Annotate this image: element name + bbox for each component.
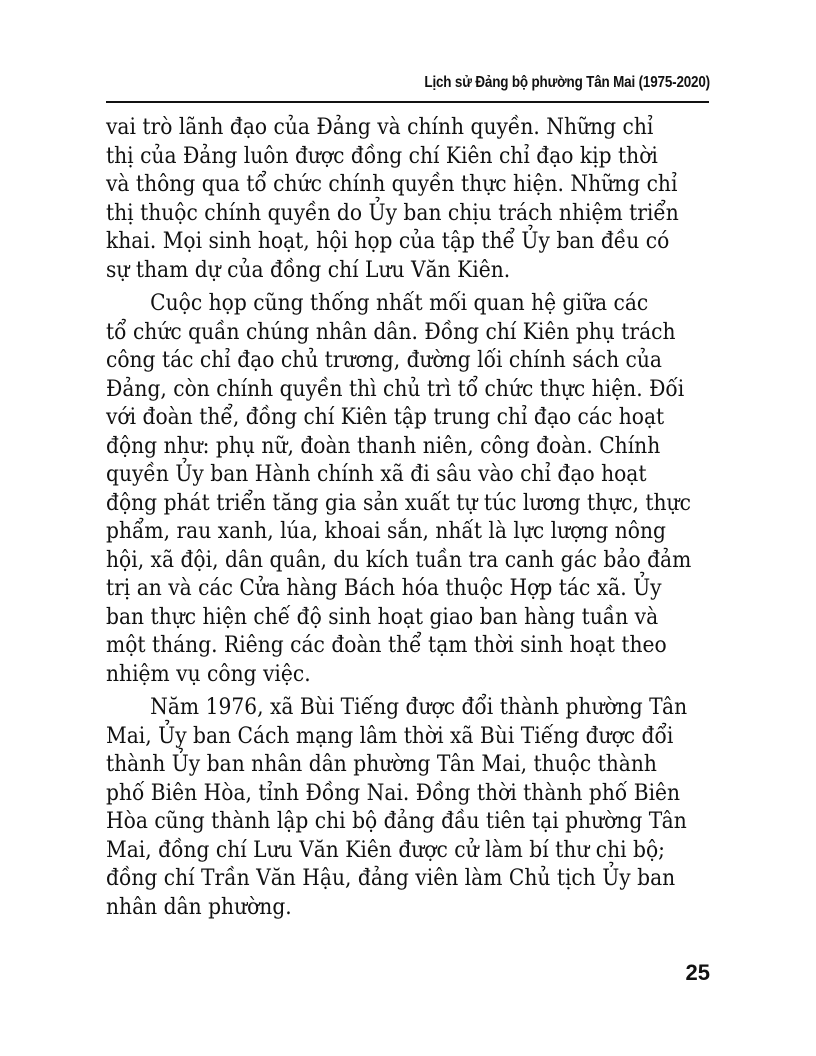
text-line: thị thuộc chính quyền do Ủy ban chịu trách nhiệm triển xyxy=(106,200,679,226)
paragraph-1 xyxy=(106,114,710,285)
text-line: thành Ủy ban nhân dân phường Tân Mai, thuộc thành xyxy=(106,752,657,777)
text-line: một tháng. Riêng các đoàn thể tạm thời sinh hoạt theo xyxy=(106,633,667,658)
text-line: phố Biên Hòa, tỉnh Đồng Nai. Đồng thời thành phố Biên xyxy=(106,780,681,806)
text-line: khai. Mọi sinh hoạt, hội họp của tập thể Ủy ban đều có xyxy=(106,229,670,254)
header-rule xyxy=(106,101,709,103)
text-line: Hòa cũng thành lập chi bộ đảng đầu tiên tại phường Tân xyxy=(106,809,687,834)
paragraph-3 xyxy=(106,694,710,922)
text-line: quyền Ủy ban Hành chính xã đi sâu vào chỉ đạo hoạt xyxy=(106,462,647,487)
text-line: nhân dân phường. xyxy=(106,894,292,920)
text-line: phẩm, rau xanh, lúa, khoai sắn, nhất là lực lượng nông xyxy=(106,519,666,544)
text-line: trị an và các Cửa hàng Bách hóa thuộc Hợp tác xã. Ủy xyxy=(106,576,662,601)
text-line: Mai, đồng chí Lưu Văn Kiên được cử làm bí thư chi bộ; xyxy=(106,837,665,863)
text-line: Năm 1976, xã Bùi Tiếng được đổi thành phường Tân xyxy=(150,695,688,720)
text-line: Đảng, còn chính quyền thì chủ trì tổ chức thực hiện. Đối xyxy=(106,376,685,402)
text-line: sự tham dự của đồng chí Lưu Văn Kiên. xyxy=(106,257,511,283)
text-line: công tác chỉ đạo chủ trương, đường lối chính sách của xyxy=(106,348,662,373)
text-line: động phát triển tăng gia sản xuất tự túc lương thực, thực xyxy=(106,490,691,516)
text-line: Cuộc họp cũng thống nhất mối quan hệ giữa các xyxy=(150,291,649,316)
text-line: và thông qua tổ chức chính quyền thực hiện. Những chỉ xyxy=(106,172,678,197)
text-line: vai trò lãnh đạo của Đảng và chính quyền. Những chỉ xyxy=(106,115,654,140)
text-line: thị của Đảng luôn được đồng chí Kiên chỉ đạo kịp thời xyxy=(106,143,658,169)
page-number: 25 xyxy=(685,960,710,985)
text-line: ban thực hiện chế độ sinh hoạt giao ban hàng tuần và xyxy=(106,604,659,630)
running-header-title: Lịch sử Đảng bộ phường Tân Mai (1975-2020) xyxy=(424,74,710,91)
text-line: hội, xã đội, dân quân, du kích tuần tra canh gác bảo đảm xyxy=(106,547,692,573)
text-line: tổ chức quần chúng nhân dân. Đồng chí Kiên phụ trách xyxy=(106,319,676,345)
body-text xyxy=(106,114,710,922)
paragraph-2 xyxy=(106,290,710,689)
text-line: động như: phụ nữ, đoàn thanh niên, công đoàn. Chính xyxy=(106,433,661,459)
text-line: Mai, Ủy ban Cách mạng lâm thời xã Bùi Tiếng được đổi xyxy=(106,723,674,749)
text-line: đồng chí Trần Văn Hậu, đảng viên làm Chủ tịch Ủy ban xyxy=(106,866,676,891)
text-line: nhiệm vụ công việc. xyxy=(106,661,311,687)
text-line: với đoàn thể, đồng chí Kiên tập trung chỉ đạo các hoạt xyxy=(106,405,665,430)
